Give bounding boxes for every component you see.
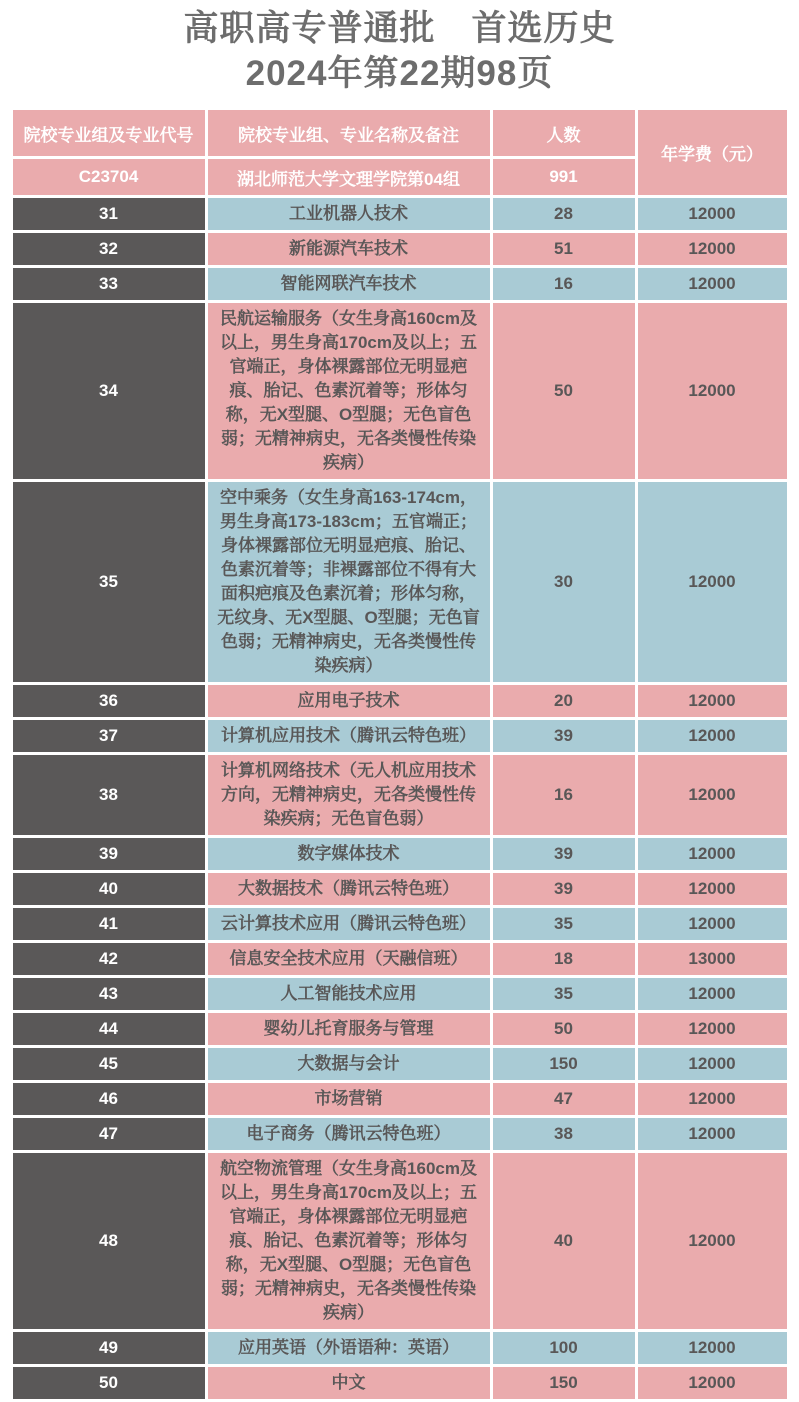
- major-name-cell: 新能源汽车技术: [208, 233, 490, 265]
- major-code-cell: 39: [13, 838, 205, 870]
- major-name-cell: 电子商务（腾讯云特色班）: [208, 1118, 490, 1150]
- major-name-cell: 计算机网络技术（无人机应用技术方向，无精神病史，无各类慢性传染疾病；无色盲色弱）: [208, 755, 490, 835]
- major-code-cell: 48: [13, 1153, 205, 1329]
- fee-cell: 13000: [638, 943, 787, 975]
- fee-cell: 12000: [638, 978, 787, 1010]
- major-name-cell: 人工智能技术应用: [208, 978, 490, 1010]
- count-cell: 35: [493, 908, 635, 940]
- fee-cell: 12000: [638, 1048, 787, 1080]
- major-name-cell: 中文: [208, 1367, 490, 1399]
- table-row: [13, 1332, 787, 1364]
- table-row: [13, 685, 787, 717]
- table-row: [13, 303, 787, 479]
- fee-cell: 12000: [638, 233, 787, 265]
- major-name-cell: 空中乘务（女生身高163-174cm，男生身高173-183cm；五官端正；身体裸露部位无明显疤痕、胎记、色素沉着等；非裸露部位不得有大面积疤痕及色素沉着；形体匀称，无纹身、无X型腿、O型腿；无色盲色弱；无精神病史，无各类慢性传染疾病）: [208, 482, 490, 682]
- major-name-cell: 大数据技术（腾讯云特色班）: [208, 873, 490, 905]
- major-code-cell: 37: [13, 720, 205, 752]
- admissions-table: [10, 107, 790, 1402]
- table-header-row: [13, 110, 787, 156]
- major-code-cell: 31: [13, 198, 205, 230]
- header-major-name: 院校专业组、专业名称及备注: [208, 110, 490, 156]
- page-title-line-1: 高职高专普通批 首选历史: [183, 9, 616, 48]
- major-code-cell: 40: [13, 873, 205, 905]
- table-row: [13, 1013, 787, 1045]
- major-code-cell: 33: [13, 268, 205, 300]
- major-code-cell: 34: [13, 303, 205, 479]
- fee-cell: 12000: [638, 268, 787, 300]
- major-code-cell: 44: [13, 1013, 205, 1045]
- page-title-line-2: 2024年第22期98页: [245, 54, 554, 93]
- group-name: 湖北师范大学文理学院第04组: [208, 159, 490, 195]
- major-name-cell: 应用英语（外语语种：英语）: [208, 1332, 490, 1364]
- count-cell: 150: [493, 1367, 635, 1399]
- fee-cell: 12000: [638, 482, 787, 682]
- header-annual-fee: 年学费（元）: [638, 110, 787, 195]
- count-cell: 150: [493, 1048, 635, 1080]
- major-name-cell: 市场营销: [208, 1083, 490, 1115]
- count-cell: 38: [493, 1118, 635, 1150]
- table-row: [13, 198, 787, 230]
- table-row: [13, 233, 787, 265]
- count-cell: 39: [493, 873, 635, 905]
- fee-cell: 12000: [638, 1153, 787, 1329]
- fee-cell: 12000: [638, 1118, 787, 1150]
- count-cell: 28: [493, 198, 635, 230]
- major-name-cell: 计算机应用技术（腾讯云特色班）: [208, 720, 490, 752]
- table-row: [13, 1083, 787, 1115]
- count-cell: 30: [493, 482, 635, 682]
- count-cell: 20: [493, 685, 635, 717]
- major-code-cell: 43: [13, 978, 205, 1010]
- count-cell: 51: [493, 233, 635, 265]
- group-count: 991: [493, 159, 635, 195]
- count-cell: 50: [493, 1013, 635, 1045]
- count-cell: 40: [493, 1153, 635, 1329]
- major-name-cell: 工业机器人技术: [208, 198, 490, 230]
- fee-cell: 12000: [638, 873, 787, 905]
- table-row: [13, 1118, 787, 1150]
- count-cell: 35: [493, 978, 635, 1010]
- table-row: [13, 838, 787, 870]
- fee-cell: 12000: [638, 1332, 787, 1364]
- table-row: [13, 873, 787, 905]
- major-code-cell: 32: [13, 233, 205, 265]
- table-row: [13, 482, 787, 682]
- major-name-cell: 航空物流管理（女生身高160cm及以上，男生身高170cm及以上；五官端正，身体裸露部位无明显疤痕、胎记、色素沉着等；形体匀称，无X型腿、O型腿；无色盲色弱；无精神病史，无各类慢性传染疾病）: [208, 1153, 490, 1329]
- major-code-cell: 38: [13, 755, 205, 835]
- table-row: [13, 943, 787, 975]
- group-code: C23704: [13, 159, 205, 195]
- table-row: [13, 1048, 787, 1080]
- count-cell: 39: [493, 838, 635, 870]
- fee-cell: 12000: [638, 1083, 787, 1115]
- major-code-cell: 46: [13, 1083, 205, 1115]
- major-name-cell: 数字媒体技术: [208, 838, 490, 870]
- table-row: [13, 1367, 787, 1399]
- fee-cell: 12000: [638, 755, 787, 835]
- table-row: [13, 720, 787, 752]
- count-cell: 16: [493, 755, 635, 835]
- fee-cell: 12000: [638, 908, 787, 940]
- header-count: 人数: [493, 110, 635, 156]
- table-row: [13, 755, 787, 835]
- major-name-cell: 智能网联汽车技术: [208, 268, 490, 300]
- count-cell: 100: [493, 1332, 635, 1364]
- major-code-cell: 49: [13, 1332, 205, 1364]
- table-row: [13, 908, 787, 940]
- table-row: [13, 978, 787, 1010]
- major-code-cell: 47: [13, 1118, 205, 1150]
- count-cell: 47: [493, 1083, 635, 1115]
- fee-cell: 12000: [638, 838, 787, 870]
- fee-cell: 12000: [638, 303, 787, 479]
- major-name-cell: 大数据与会计: [208, 1048, 490, 1080]
- major-code-cell: 50: [13, 1367, 205, 1399]
- page-title: [0, 0, 799, 96]
- count-cell: 39: [493, 720, 635, 752]
- major-name-cell: 云计算技术应用（腾讯云特色班）: [208, 908, 490, 940]
- major-code-cell: 42: [13, 943, 205, 975]
- major-code-cell: 36: [13, 685, 205, 717]
- major-code-cell: 41: [13, 908, 205, 940]
- fee-cell: 12000: [638, 720, 787, 752]
- table-row: [13, 1153, 787, 1329]
- fee-cell: 12000: [638, 198, 787, 230]
- major-name-cell: 信息安全技术应用（天融信班）: [208, 943, 490, 975]
- fee-cell: 12000: [638, 685, 787, 717]
- count-cell: 16: [493, 268, 635, 300]
- count-cell: 18: [493, 943, 635, 975]
- header-group-code: 院校专业组及专业代号: [13, 110, 205, 156]
- table-row: [13, 268, 787, 300]
- fee-cell: 12000: [638, 1013, 787, 1045]
- fee-cell: 12000: [638, 1367, 787, 1399]
- major-code-cell: 45: [13, 1048, 205, 1080]
- major-name-cell: 民航运输服务（女生身高160cm及以上，男生身高170cm及以上；五官端正，身体裸露部位无明显疤痕、胎记、色素沉着等；形体匀称，无X型腿、O型腿；无色盲色弱；无精神病史，无各类慢性传染疾病）: [208, 303, 490, 479]
- major-name-cell: 应用电子技术: [208, 685, 490, 717]
- count-cell: 50: [493, 303, 635, 479]
- major-code-cell: 35: [13, 482, 205, 682]
- major-name-cell: 婴幼儿托育服务与管理: [208, 1013, 490, 1045]
